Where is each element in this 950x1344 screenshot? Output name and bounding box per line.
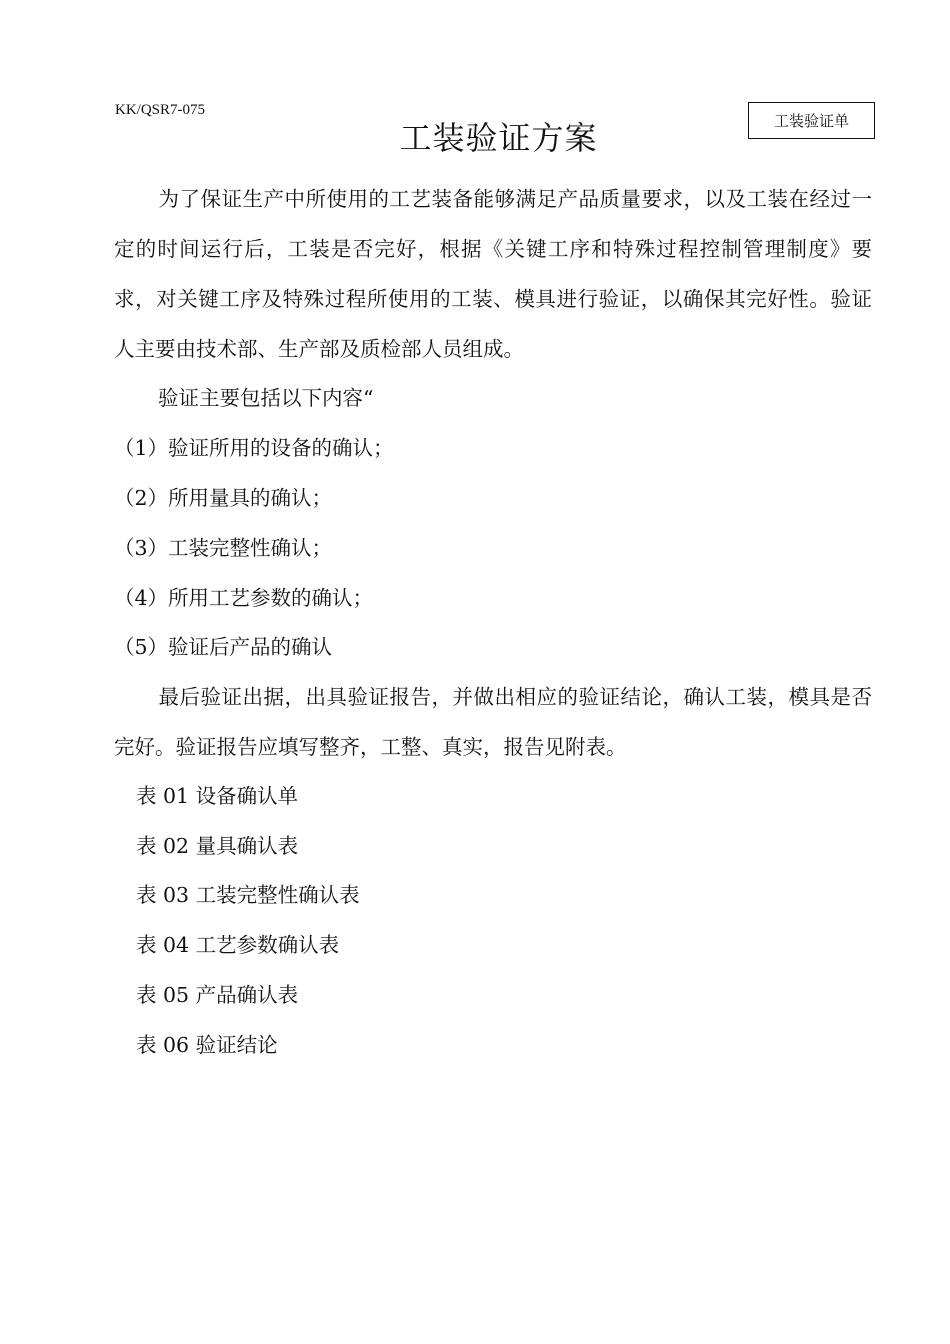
- list-item: （4）所用工艺参数的确认；: [114, 586, 374, 610]
- attachment-table-ref: 表 06 验证结论: [136, 1033, 278, 1057]
- attachment-table-ref: 表 03 工装完整性确认表: [136, 883, 360, 907]
- page-title: 工装验证方案: [399, 119, 598, 157]
- list-item: （5）验证后产品的确认: [114, 635, 333, 659]
- paragraph-purpose: [114, 174, 872, 374]
- paragraph-conclusion: [114, 672, 872, 772]
- document-code: KK/QSR7-075: [115, 102, 206, 118]
- paragraph-purpose-text: 为了保证生产中所使用的工艺装备能够满足产品质量要求，以及工装在经过一定的时间运行后，工装是否完好，根据《关键工序和特殊过程控制管理制度》要求，对关键工序及特殊过程所使用的工装、模具进行验证，以确保其完好性。验证人主要由技术部、生产部及质检部人员组成。: [114, 187, 872, 361]
- list-item: （3）工装完整性确认；: [114, 536, 333, 560]
- list-item: （1）验证所用的设备的确认；: [114, 436, 394, 460]
- form-label: 工装验证单: [773, 112, 849, 130]
- attachment-table-ref: 表 01 设备确认单: [136, 784, 299, 808]
- attachment-table-ref: 表 04 工艺参数确认表: [136, 933, 340, 957]
- content-intro: 验证主要包括以下内容“: [158, 386, 374, 410]
- paragraph-conclusion-text: 最后验证出据，出具验证报告，并做出相应的验证结论，确认工装，模具是否完好。验证报告应填写整齐，工整、真实，报告见附表。: [114, 685, 872, 759]
- attachment-table-ref: 表 02 量具确认表: [136, 834, 299, 858]
- attachment-table-ref: 表 05 产品确认表: [136, 983, 299, 1007]
- list-item: （2）所用量具的确认；: [114, 486, 333, 510]
